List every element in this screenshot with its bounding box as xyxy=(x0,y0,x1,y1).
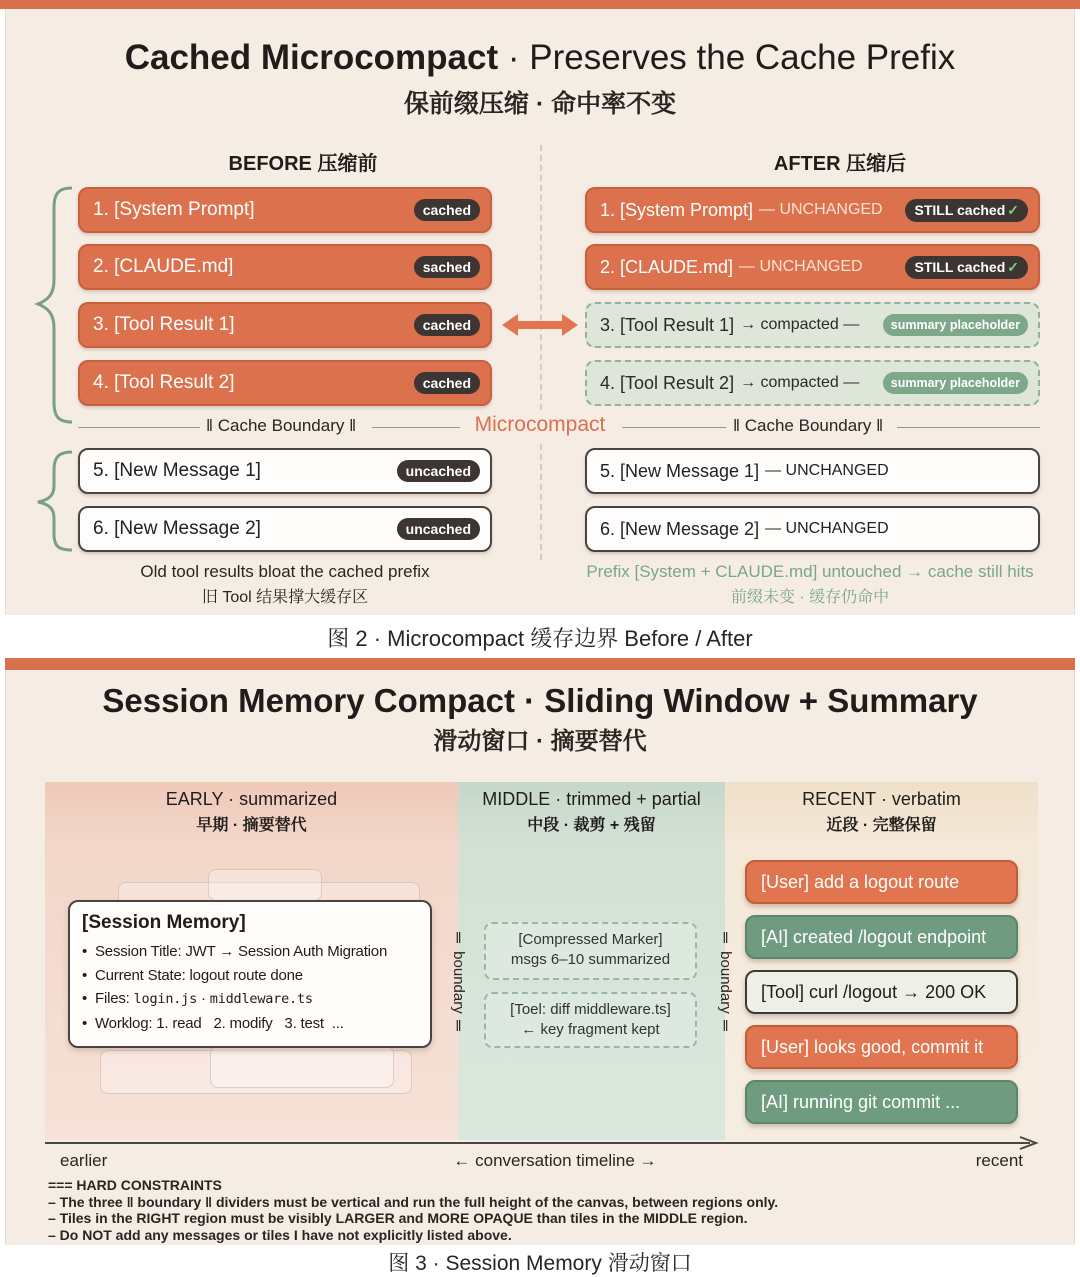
top-accent-bar xyxy=(0,0,1080,9)
middle-item-title: [Toel: diff middleware.ts] xyxy=(510,1001,671,1018)
check-icon: ✓ xyxy=(1007,258,1019,275)
recent-tile-ai: [AI] created /logout endpoint xyxy=(745,915,1018,959)
row-note: — UNCHANGED xyxy=(765,462,889,479)
uncached-badge: uncached xyxy=(397,460,480,482)
region-recent-title: RECENT · verbatim xyxy=(802,789,961,809)
after-row-claude-md xyxy=(585,244,1040,290)
before-row-claude-md xyxy=(78,244,492,290)
center-divider-bottom xyxy=(540,444,542,560)
middle-item-detail: ← key fragment kept xyxy=(521,1021,660,1038)
before-header: BEFORE 压缩前 xyxy=(228,153,378,175)
prefix-brace-icon xyxy=(28,180,80,560)
after-row-new-message-2 xyxy=(585,506,1040,552)
constraint-line: – The three ‖ boundary ‖ dividers must be vertical and run the full height of the canvas, between regions only. xyxy=(48,1193,779,1210)
compressed-marker-box xyxy=(484,922,697,980)
row-label: 6. [New Message 2] xyxy=(600,518,760,539)
timeline-label: ← conversation timeline → xyxy=(453,1151,657,1170)
after-caption: Prefix [System + CLAUDE.md] untouched → cache still hits xyxy=(586,562,1034,581)
row-label: 2. [CLAUDE.md] xyxy=(93,256,234,277)
cache-boundary-label-before: ‖ Cache Boundary ‖ xyxy=(206,416,357,435)
row-note: — UNCHANGED xyxy=(765,520,889,537)
region-early-title: EARLY · summarized xyxy=(165,789,338,809)
boundary-line xyxy=(622,427,726,428)
faded-tile xyxy=(208,869,322,901)
timeline-start-label: earlier xyxy=(60,1151,108,1170)
after-row-tool-result-2 xyxy=(585,360,1040,406)
timeline-arrow-icon xyxy=(40,1133,1045,1153)
timeline-end-label: recent xyxy=(975,1151,1023,1170)
figure-3-title: Session Memory Compact · Sliding Window + Summary xyxy=(102,682,978,719)
row-label: 5. [New Message 1] xyxy=(600,460,760,481)
badge-text: STILL cached xyxy=(914,258,1006,275)
boundary-line xyxy=(372,427,460,428)
row-note: — UNCHANGED xyxy=(759,201,883,218)
cache-boundary-label-after: ‖ Cache Boundary ‖ xyxy=(733,416,884,435)
row-label: 2. [CLAUDE.md] xyxy=(600,256,734,277)
row-note: → compacted — xyxy=(740,374,860,391)
after-row-tool-result-1 xyxy=(585,302,1040,348)
current-state-item: • Current State: logout route done xyxy=(82,964,420,988)
uncached-badge: uncached xyxy=(397,518,480,540)
hard-constraints xyxy=(48,1177,778,1243)
row-label: 1. [System Prompt] xyxy=(600,199,754,220)
before-caption: Old tool results bloat the cached prefix xyxy=(140,562,430,581)
session-memory-title: [Session Memory] xyxy=(82,912,246,933)
faded-tile xyxy=(210,1046,394,1088)
cached-badge: cached xyxy=(414,372,480,394)
double-arrow-icon xyxy=(500,312,580,338)
still-cached-badge xyxy=(905,199,1028,222)
cached-badge: cached xyxy=(414,314,480,336)
figure-3-caption: 图 3 · Session Memory 滑动窗口 xyxy=(388,1252,692,1275)
before-row-new-message-1 xyxy=(78,448,492,494)
row-label: 1. [System Prompt] xyxy=(93,199,255,220)
badge-text: STILL cached xyxy=(914,201,1006,218)
center-divider-top xyxy=(540,145,542,410)
row-label: 3. [Tool Result 1] xyxy=(600,314,735,335)
cached-badge: cached xyxy=(414,199,480,221)
before-row-system-prompt xyxy=(78,187,492,233)
check-icon: ✓ xyxy=(1007,201,1019,218)
figure-2-title-rest: · Preserves the Cache Prefix xyxy=(507,38,956,77)
cached-badge: sached xyxy=(414,256,480,278)
constraints-heading: === HARD CONSTRAINTS xyxy=(48,1177,222,1193)
boundary-divider-label: ‖ boundary ‖ xyxy=(450,929,467,1035)
region-middle-subtitle: 中段 · 裁剪 + 残留 xyxy=(527,817,656,834)
after-row-new-message-1 xyxy=(585,448,1040,494)
middle-item-detail: msgs 6–10 summarized xyxy=(510,951,671,968)
after-header: AFTER 压缩后 xyxy=(773,153,907,175)
middle-item-title: [Compressed Marker] xyxy=(518,931,663,948)
region-recent-subtitle: 近段 · 完整保留 xyxy=(826,817,937,834)
row-label: 4. [Tool Result 2] xyxy=(93,372,235,393)
section-accent-bar xyxy=(5,658,1075,670)
before-row-tool-result-1 xyxy=(78,302,492,348)
figure-2-subtitle: 保前缀压缩 · 命中率不变 xyxy=(403,90,677,118)
row-label: 5. [New Message 1] xyxy=(93,460,261,481)
worklog-item: • Worklog: 1. read 2. modify 3. test ... xyxy=(82,1012,420,1036)
file-name: login.js xyxy=(133,991,198,1007)
session-title-item: • Session Title: JWT → Session Auth Migration xyxy=(82,940,420,964)
recent-tile-user: [User] looks good, commit it xyxy=(745,1025,1018,1069)
summary-placeholder-badge: summary placeholder xyxy=(883,372,1028,394)
row-note: — UNCHANGED xyxy=(739,258,863,275)
files-label: Files: xyxy=(95,990,130,1007)
before-caption-cn: 旧 Tool 结果撑大缓存区 xyxy=(201,589,369,606)
files-item xyxy=(82,987,420,1012)
recent-tile-tool: [Tool] curl /logout → 200 OK xyxy=(745,970,1018,1014)
session-memory-card xyxy=(68,900,432,1048)
row-label: 6. [New Message 2] xyxy=(93,518,261,539)
recent-tile-user: [User] add a logout route xyxy=(745,860,1018,904)
constraint-line: – Tiles in the RIGHT region must be visibly LARGER and MORE OPAQUE than tiles in the MIDDLE region. xyxy=(48,1210,748,1226)
figure-2-title xyxy=(0,38,1080,78)
after-row-system-prompt xyxy=(585,187,1040,233)
microcompact-label: Microcompact xyxy=(474,413,606,436)
boundary-line xyxy=(897,427,1040,428)
constraint-line: – Do NOT add any messages or tiles I have not explicitly listed above. xyxy=(48,1226,512,1243)
before-row-tool-result-2 xyxy=(78,360,492,406)
figure-2-caption: 图 2 · Microcompact 缓存边界 Before / After xyxy=(327,626,753,651)
recent-tile-ai: [AI] running git commit ... xyxy=(745,1080,1018,1124)
before-row-new-message-2 xyxy=(78,506,492,552)
summary-placeholder-badge: summary placeholder xyxy=(883,314,1028,336)
region-middle-title: MIDDLE · trimmed + partial xyxy=(482,789,701,809)
still-cached-badge xyxy=(905,256,1028,279)
row-note: → compacted — xyxy=(740,316,860,333)
row-label: 4. [Tool Result 2] xyxy=(600,372,735,393)
row-label: 3. [Tool Result 1] xyxy=(93,314,235,335)
after-caption-cn: 前缀未变 · 缓存仍命中 xyxy=(730,589,890,606)
tool-fragment-box xyxy=(484,992,697,1048)
region-early-subtitle: 早期 · 摘要替代 xyxy=(196,817,307,834)
file-name: middleware.ts xyxy=(209,991,313,1007)
files-separator: · xyxy=(201,990,206,1007)
figure-3-subtitle: 滑动窗口 · 摘要替代 xyxy=(433,728,647,755)
boundary-line xyxy=(78,427,200,428)
figure-2-title-bold: Cached Microcompact xyxy=(124,38,499,77)
boundary-divider-label: ‖ boundary ‖ xyxy=(717,929,734,1035)
